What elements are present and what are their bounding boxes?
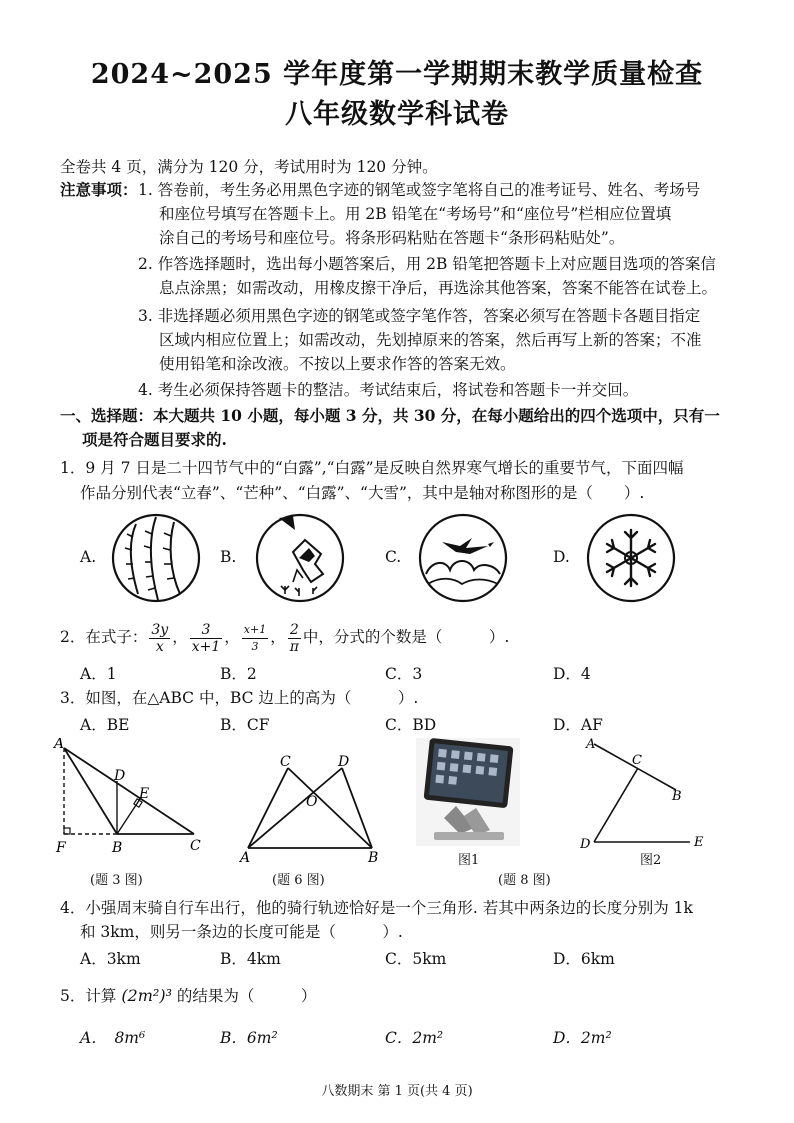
q2-suffix: 中，分式的个数是（ ）. (302, 628, 510, 646)
q5-option-c: C．2m² (385, 1029, 444, 1047)
fig8-label-b: B (672, 789, 682, 804)
fig8-label-e: E (694, 835, 704, 850)
fig8-label-a: A (586, 737, 596, 752)
question-4-stem: 4．小强周末骑自行车出行，他的骑行轨迹恰好是一个三角形. 若其中两条边的长度分别为 1k (60, 899, 693, 917)
fig6-label-c: C (280, 754, 291, 770)
q3-option-c: C．BD (385, 716, 437, 734)
q3-option-b: B．CF (220, 716, 270, 734)
fraction-4 (288, 622, 301, 655)
figure-6-triangles (238, 752, 388, 864)
q4-option-a: A．3km (80, 950, 141, 968)
notice-label: 注意事项： (60, 180, 138, 199)
fig6-label-a: A (240, 850, 251, 864)
question-1-stem: 1．9 月 7 日是二十四节气中的“白露”,“白露”是反映自然界寒气增长的重要节气，下面四幅 (60, 459, 684, 477)
exam-subtitle: 八年级数学科试卷 (285, 99, 509, 130)
fraction-2-denominator: x+1 (191, 638, 221, 655)
notice-line: 息点涂黑；如需改动，用橡皮擦干净后，再选涂其他答案，答案不能答在试卷上。 (159, 279, 718, 297)
q4-option-c: C．5km (385, 950, 447, 968)
notice-line: 涂自己的考场号和座位号。将条形码粘贴在答题卡“条形码粘贴处”。 (159, 229, 625, 247)
spring-willow-icon (108, 512, 204, 604)
fraction-4-denominator: π (289, 638, 299, 655)
q1-option-c-label: C. (385, 548, 402, 566)
q2-separator: ， (270, 628, 286, 646)
notice-line: 使用铅笔和涂改液。不按以上要求作答的答案无效。 (159, 355, 516, 373)
figure-3-triangle (52, 738, 212, 860)
q1-option-a-label: A. (80, 548, 97, 566)
q2-option-d: D．4 (553, 665, 591, 683)
fig8-label-c: C (632, 753, 642, 768)
fraction-3 (242, 622, 268, 655)
q2-separator: ， (224, 628, 240, 646)
fraction-3-denominator: 3 (251, 639, 259, 653)
white-dew-bird-icon (416, 512, 510, 604)
fraction-2 (190, 622, 223, 655)
fig3-label-e: E (139, 786, 150, 802)
question-4-stem-cont: 和 3km，则另一条边的长度可能是（ ）. (80, 923, 403, 941)
q2-option-b: B．2 (220, 665, 257, 683)
fraction-1-numerator: 3y (151, 621, 169, 638)
fig6-label-b: B (368, 850, 379, 864)
figure-8-sub1-caption: 图1 (458, 853, 480, 868)
notice-line: 3. 非选择题必须用黑色字迹的钢笔或签字笔作答，答案必须写在答题卡各题目指定 (138, 307, 701, 325)
fig3-label-b: B (112, 840, 123, 856)
q5-option-a: A． 8m⁶ (80, 1029, 146, 1047)
fraction-3-numerator: x+1 (242, 622, 268, 639)
section-heading: 一、选择题：本大题共 10 小题，每小题 3 分，共 30 分，在每小题给出的四个选项中，只有一 (60, 406, 720, 425)
grain-in-ear-icon (253, 512, 347, 604)
q2-option-a: A．1 (80, 665, 117, 683)
exam-intro: 全卷共 4 页，满分为 120 分，考试用时为 120 分钟。 (60, 158, 438, 176)
notice-line: 2. 作答选择题时，选出每小题答案后，用 2B 铅笔把答题卡上对应题目选项的答案信 (138, 255, 716, 273)
exam-title: 2024~2025 学年度第一学期期末教学质量检查 (90, 59, 704, 90)
q5-expression: (2m²)³ (121, 986, 172, 1005)
section-heading-cont: 项是符合题目要求的. (82, 430, 227, 449)
page-footer: 八数期末 第 1 页(共 4 页) (321, 1084, 473, 1099)
figure-8-sub2-caption: 图2 (640, 853, 662, 868)
q2-prefix: 2．在式子： (60, 628, 148, 646)
q3-option-a: A．BE (80, 716, 130, 734)
question-1-stem-cont: 作品分别代表“立春”、“芒种”、“白露”、“大雪”，其中是轴对称图形的是（ ）. (80, 484, 645, 502)
q5-prefix: 5．计算 (60, 987, 117, 1005)
q2-option-c: C．3 (385, 665, 423, 683)
figure-6-caption: (题 6 图) (272, 873, 325, 888)
q4-option-b: B．4km (220, 950, 281, 968)
q4-option-d: D．6km (553, 950, 615, 968)
notice-line: 1. 答卷前，考生务必用黑色字迹的钢笔或签字笔将自己的准考证号、姓名、考场号 (138, 181, 701, 199)
tablet-stand-photo-icon (416, 738, 520, 846)
snowflake-icon (585, 512, 677, 604)
q5-option-d: D．2m² (553, 1029, 612, 1047)
fig3-label-c: C (190, 838, 201, 854)
q1-option-b-label: B. (220, 548, 237, 566)
fraction-2-numerator: 3 (190, 622, 223, 639)
q5-suffix: 的结果为（ ） (176, 987, 317, 1005)
q1-option-d-label: D. (553, 548, 570, 566)
fraction-1 (149, 622, 170, 655)
fig3-label-d: D (114, 768, 126, 784)
figure-8-angle-diagram (580, 734, 710, 850)
figure-3-caption: (题 3 图) (90, 873, 143, 888)
q5-option-b: B．6m² (220, 1029, 278, 1047)
notice-line: 和座位号填写在答题卡上。用 2B 铅笔在“考场号”和“座位号”栏相应位置填 (159, 205, 672, 223)
notice-line: 区域内相应位置上；如需改动，先划掉原来的答案，然后再写上新的答案；不准 (159, 331, 702, 349)
question-2-stem (60, 620, 509, 655)
fig3-label-a: A (54, 738, 65, 752)
notice-line: 4. 考生必须保持答题卡的整洁。考试结束后，将试卷和答题卡一并交回。 (138, 381, 639, 399)
question-3-stem: 3．如图，在△ABC 中，BC 边上的高为（ ）. (60, 689, 419, 707)
figure-8-caption: (题 8 图) (498, 873, 551, 888)
fig6-label-o: O (306, 794, 318, 810)
fig8-label-d: D (580, 837, 591, 850)
question-5-stem (60, 986, 316, 1006)
fraction-4-numerator: 2 (288, 622, 301, 639)
q3-option-d: D．AF (553, 716, 603, 734)
q2-separator: ， (172, 628, 188, 646)
fig3-label-f: F (56, 840, 66, 856)
fig6-label-d: D (338, 754, 350, 770)
fraction-1-denominator: x (155, 638, 164, 655)
